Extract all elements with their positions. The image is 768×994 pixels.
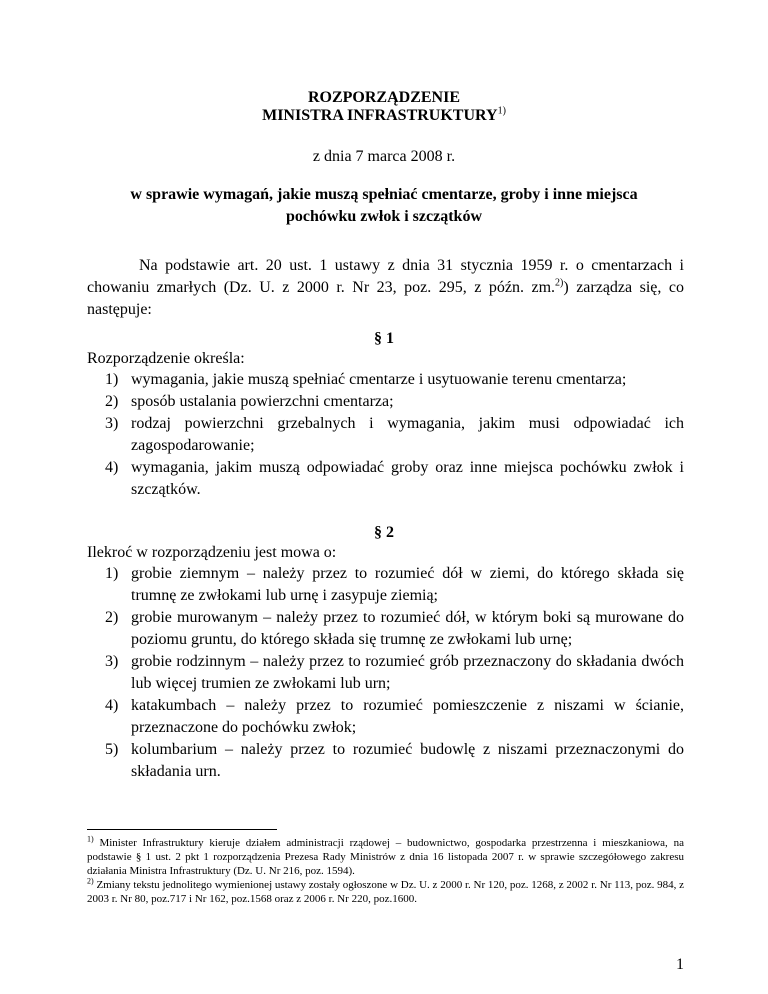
list-item-number: 2)	[105, 609, 119, 626]
list-item-number: 5)	[105, 741, 119, 758]
footnote-ref-2: 2)	[555, 277, 564, 289]
list-item-text: rodzaj powierzchni grzebalnych i wymagania, jakim musi odpowiadać ich zagospodarowanie;	[131, 415, 684, 454]
list-item	[87, 739, 684, 783]
list-item-text: grobie ziemnym – należy przez to rozumieć dół w ziemi, do którego składa się trumnę ze zwłokami lub urnę i zasypuje ziemią;	[131, 565, 684, 604]
list-item	[87, 391, 684, 413]
list-item-number: 3)	[105, 653, 119, 670]
list-item-text: grobie murowanym – należy przez to rozumieć dół, w którym boki są murowane do poziomu gruntu, do którego składa się trumnę ze zwłokami lub urnę;	[131, 609, 684, 648]
list-item-number: 1)	[105, 371, 119, 388]
footnote-mark: 1)	[87, 834, 94, 844]
list-item	[87, 651, 684, 695]
section-1-list	[87, 369, 684, 501]
section-1-sign: § 1	[374, 330, 394, 347]
list-item-number: 4)	[105, 459, 119, 476]
footnotes	[87, 836, 684, 906]
list-item	[87, 563, 684, 607]
list-item	[87, 607, 684, 651]
footnote-2	[87, 878, 684, 906]
list-item-number: 1)	[105, 565, 119, 582]
act-date: z dnia 7 marca 2008 r.	[312, 148, 456, 165]
list-item-text: kolumbarium – należy przez to rozumieć budowlę z niszami przeznaczonymi do składania urn.	[131, 741, 684, 780]
list-item	[87, 457, 684, 501]
act-type-title: ROZPORZĄDZENIE	[307, 89, 461, 106]
list-item-number: 4)	[105, 697, 119, 714]
footnote-text: Minister Infrastruktury kieruje działem administracji rządowej – budownictwo, gospodarka przestrzenna i mieszkaniowa, na podstawie § 1 ust. 2 pkt 1 rozporządzenia Prezesa Rady Ministrów z dnia 16 listopada 2007 r. w sprawie szczegółowego zakresu działania Ministra Infrastruktury (Dz. U. Nr 216, poz. 1594).	[87, 837, 684, 877]
legal-basis-paragraph	[87, 255, 684, 321]
section-2-list	[87, 563, 684, 783]
list-item	[87, 695, 684, 739]
section-1-lead: Rozporządzenie określa:	[87, 350, 245, 367]
footnote-1	[87, 836, 684, 878]
list-item	[87, 369, 684, 391]
list-item-number: 2)	[105, 393, 119, 410]
footnote-ref-1: 1)	[497, 105, 506, 117]
list-item-text: sposób ustalania powierzchni cmentarza;	[131, 393, 394, 410]
section-2-sign: § 2	[374, 524, 394, 541]
list-item-text: wymagania, jakim muszą odpowiadać groby oraz inne miejsca pochówku zwłok i szczątków.	[131, 459, 684, 498]
footnote-mark: 2)	[87, 876, 94, 886]
issuer-title	[0, 106, 768, 126]
section-2-lead: Ilekroć w rozporządzeniu jest mowa o:	[87, 544, 337, 561]
list-item-number: 3)	[105, 415, 119, 432]
act-subject: w sprawie wymagań, jakie muszą spełniać cmentarze, groby i inne miejsca pochówku zwłok i szczątków	[130, 186, 638, 225]
legal-basis-text-end: ) zarządza się, co następuje:	[87, 279, 685, 318]
list-item-text: wymagania, jakie muszą spełniać cmentarze i usytuowanie terenu cmentarza;	[131, 371, 627, 388]
list-item-text: grobie rodzinnym – należy przez to rozumieć grób przeznaczony do składania dwóch lub więcej trumien ze zwłokami lub urn;	[131, 653, 684, 692]
footnote-separator	[87, 829, 277, 830]
page-number: 1	[676, 956, 684, 973]
footnote-text: Zmiany tekstu jednolitego wymienionej ustawy zostały ogłoszone w Dz. U. z 2000 r. Nr 120, poz. 1268, z 2002 r. Nr 113, poz. 984, z 2003 r. Nr 80, poz.717 i Nr 162, poz.1568 oraz z 2006 r. Nr 220, poz.1600.	[87, 879, 684, 905]
legal-basis-text: Na podstawie art. 20 ust. 1 ustawy z dnia 31 stycznia 1959 r. o cmentarzach i chowaniu zmarłych (Dz. U. z 2000 r. Nr 23, poz. 295, z późn. zm.	[87, 257, 684, 296]
issuer-title-text: MINISTRA INFRASTRUKTURY	[262, 107, 498, 124]
list-item-text: katakumbach – należy przez to rozumieć pomieszczenie z niszami w ścianie, przeznaczone do pochówku zwłok;	[131, 697, 684, 736]
list-item	[87, 413, 684, 457]
